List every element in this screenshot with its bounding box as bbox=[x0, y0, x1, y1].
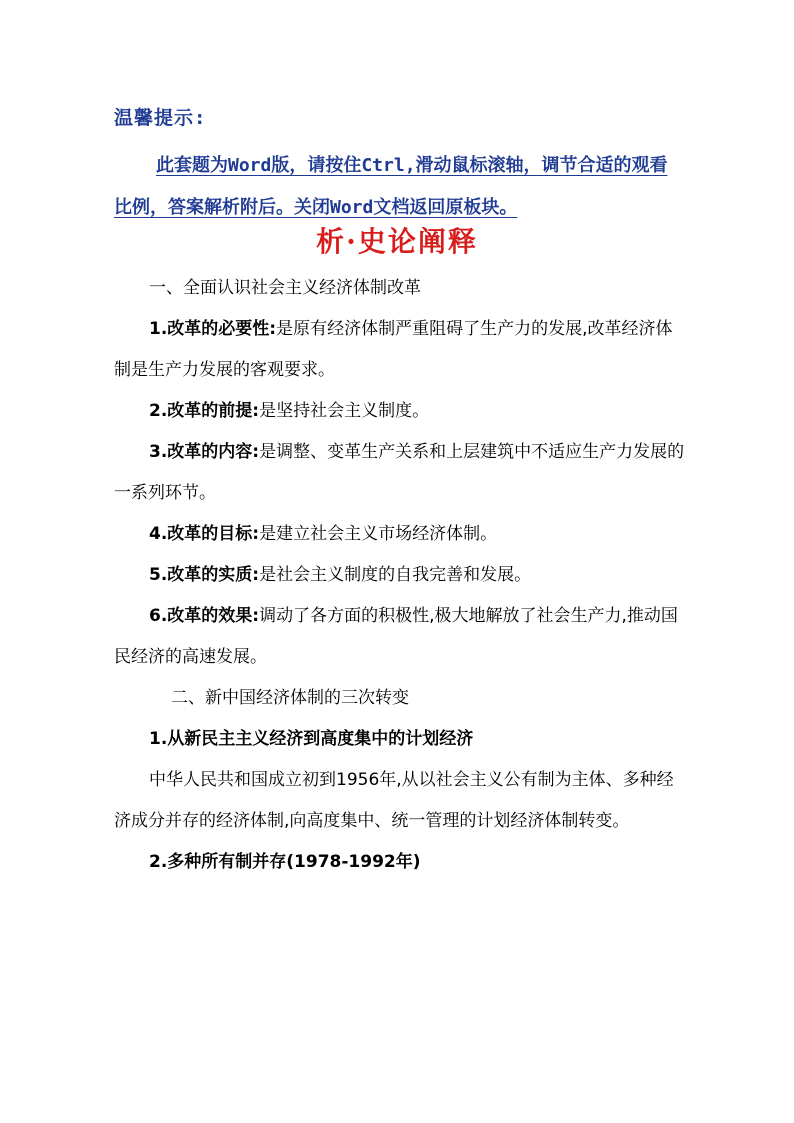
item-5-text: 是社会主义制度的自我完善和发展。 bbox=[259, 565, 532, 585]
part1-heading: 一、全面认识社会主义经济体制改革 bbox=[149, 278, 421, 298]
item-4-label: 4.改革的目标: bbox=[149, 524, 260, 544]
item-3-label: 3.改革的内容: bbox=[149, 442, 260, 462]
item-6 bbox=[114, 596, 686, 678]
item-1-label: 1.改革的必要性: bbox=[149, 319, 277, 339]
item-6-text: 调动了各方面的积极性,极大地解放了社会生产力,推动国民经济的高速发展。 bbox=[114, 606, 678, 667]
item-1 bbox=[114, 309, 686, 391]
item-2-label: 2.改革的前提: bbox=[149, 401, 260, 421]
item-2 bbox=[114, 391, 686, 432]
item-6-label: 6.改革的效果: bbox=[149, 606, 260, 626]
item-1-text: 是原有经济体制严重阻碍了生产力的发展,改革经济体制是生产力发展的客观要求。 bbox=[114, 319, 673, 380]
item-5 bbox=[114, 555, 686, 596]
section-title: 析·史论阐释 bbox=[316, 225, 478, 258]
part2-sub1-text: 中华人民共和国成立初到1956年,从以社会主义公有制为主体、多种经济成分并存的经济体制,向高度集中、统一管理的计划经济体制转变。 bbox=[114, 770, 674, 831]
part2-sub1-title: 1.从新民主主义经济到高度集中的计划经济 bbox=[149, 729, 474, 749]
part2-heading: 二、新中国经济体制的三次转变 bbox=[171, 688, 409, 708]
notice-heading: 温馨提示: bbox=[114, 107, 207, 129]
item-4 bbox=[114, 514, 686, 555]
item-3 bbox=[114, 432, 686, 514]
item-3-text: 是调整、变革生产关系和上层建筑中不适应生产力发展的一系列环节。 bbox=[114, 442, 685, 503]
item-5-label: 5.改革的实质: bbox=[149, 565, 260, 585]
item-4-text: 是建立社会主义市场经济体制。 bbox=[259, 524, 498, 544]
notice-body bbox=[114, 145, 684, 229]
content-body bbox=[114, 268, 686, 883]
notice-text: 此套题为Word版，请按住Ctrl,滑动鼠标滚轴，调节合适的观看比例，答案解析附后。关闭Word文档返回原板块。 bbox=[114, 155, 668, 218]
item-2-text: 是坚持社会主义制度。 bbox=[259, 401, 430, 421]
part2-sub2-title: 2.多种所有制并存(1978-1992年) bbox=[149, 852, 421, 872]
